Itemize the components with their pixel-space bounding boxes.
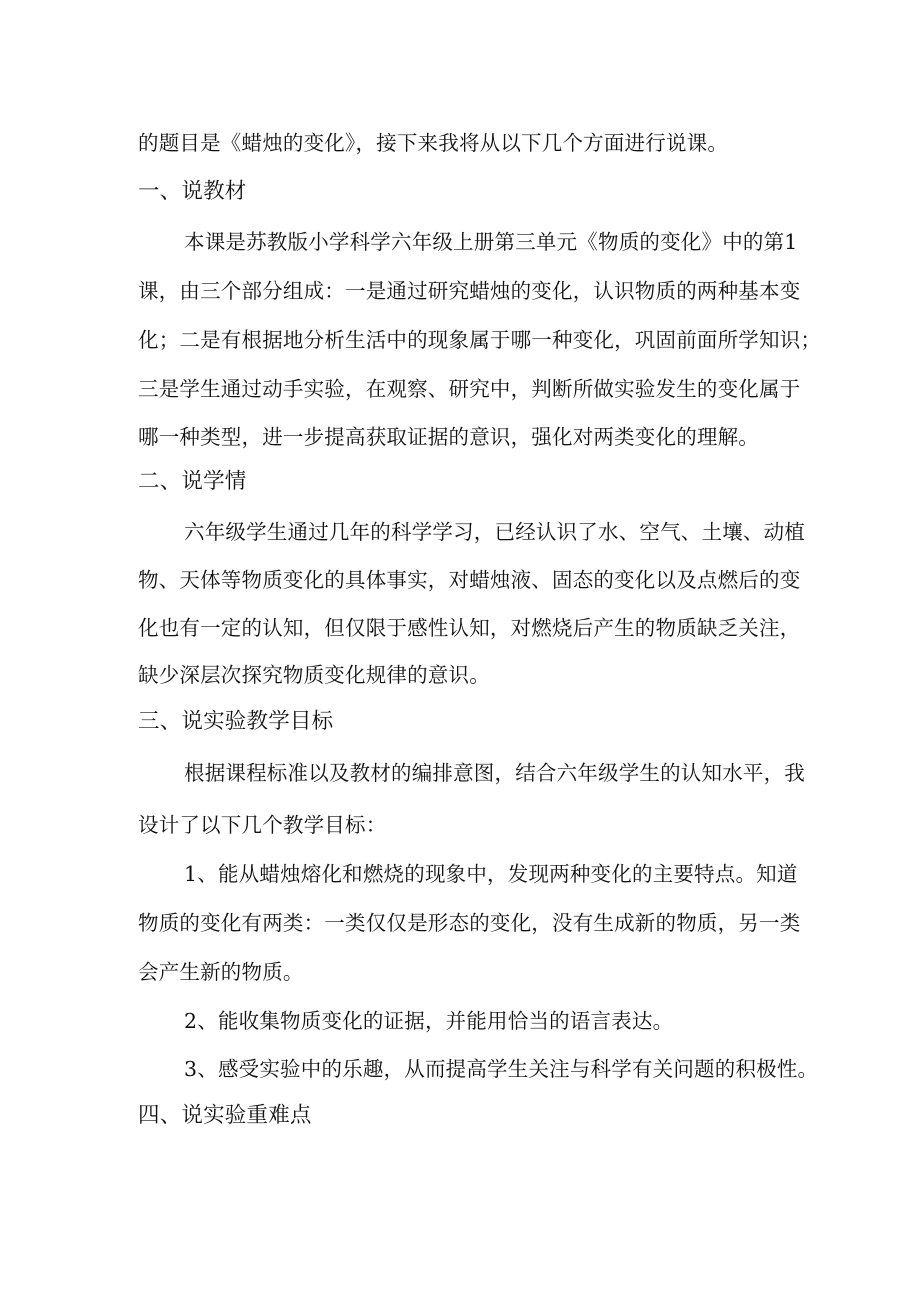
paragraph-line: 化；二是有根据地分析生活中的现象属于哪一种变化，巩固前面所学知识； <box>138 328 822 352</box>
paragraph-line: 根据课程标准以及教材的编排意图，结合六年级学生的认知水平，我 <box>184 761 805 785</box>
section-heading-students: 二、说学情 <box>138 469 247 494</box>
paragraph-line: 化也有一定的认知，但仅限于感性认知，对燃烧后产生的物质缺乏关注， <box>138 616 801 640</box>
paragraph-line: 物、天体等物质变化的具体事实，对蜡烛液、固态的变化以及点燃后的变 <box>138 568 801 592</box>
paragraph-line: 六年级学生通过几年的科学学习，已经认识了水、空气、土壤、动植 <box>184 520 805 544</box>
paragraph-line: 缺少深层次探究物质变化规律的意识。 <box>138 663 490 687</box>
paragraph-line: 的题目是《蜡烛的变化》，接下来我将从以下几个方面进行说课。 <box>138 131 729 155</box>
objective-item-1: 1、能从蜡烛熔化和燃烧的现象中，发现两种变化的主要特点。知道 <box>184 862 798 886</box>
paragraph-line: 本课是苏教版小学科学六年级上册第三单元《物质的变化》中的第1 <box>184 230 798 254</box>
paragraph-line: 课，由三个部分组成：一是通过研究蜡烛的变化，认识物质的两种基本变 <box>138 279 801 303</box>
objective-item-2: 2、能收集物质变化的证据，并能用恰当的语言表达。 <box>184 1009 674 1033</box>
paragraph-line: 设计了以下几个教学目标： <box>138 813 387 837</box>
paragraph-line: 会产生新的物质。 <box>138 960 304 984</box>
section-heading-objectives: 三、说实验教学目标 <box>138 709 334 734</box>
paragraph-line: 三是学生通过动手实验，在观察、研究中，判断所做实验发生的变化属于 <box>138 377 801 401</box>
paragraph-line: 物质的变化有两类：一类仅仅是形态的变化，没有生成新的物质，另一类 <box>138 911 801 935</box>
section-heading-key-points: 四、说实验重难点 <box>138 1103 312 1128</box>
paragraph-line: 哪一种类型，进一步提高获取证据的意识，强化对两类变化的理解。 <box>138 425 759 449</box>
objective-item-3: 3、感受实验中的乐趣，从而提高学生关注与科学有关问题的积极性。 <box>184 1057 819 1081</box>
section-heading-textbook: 一、说教材 <box>138 179 247 204</box>
